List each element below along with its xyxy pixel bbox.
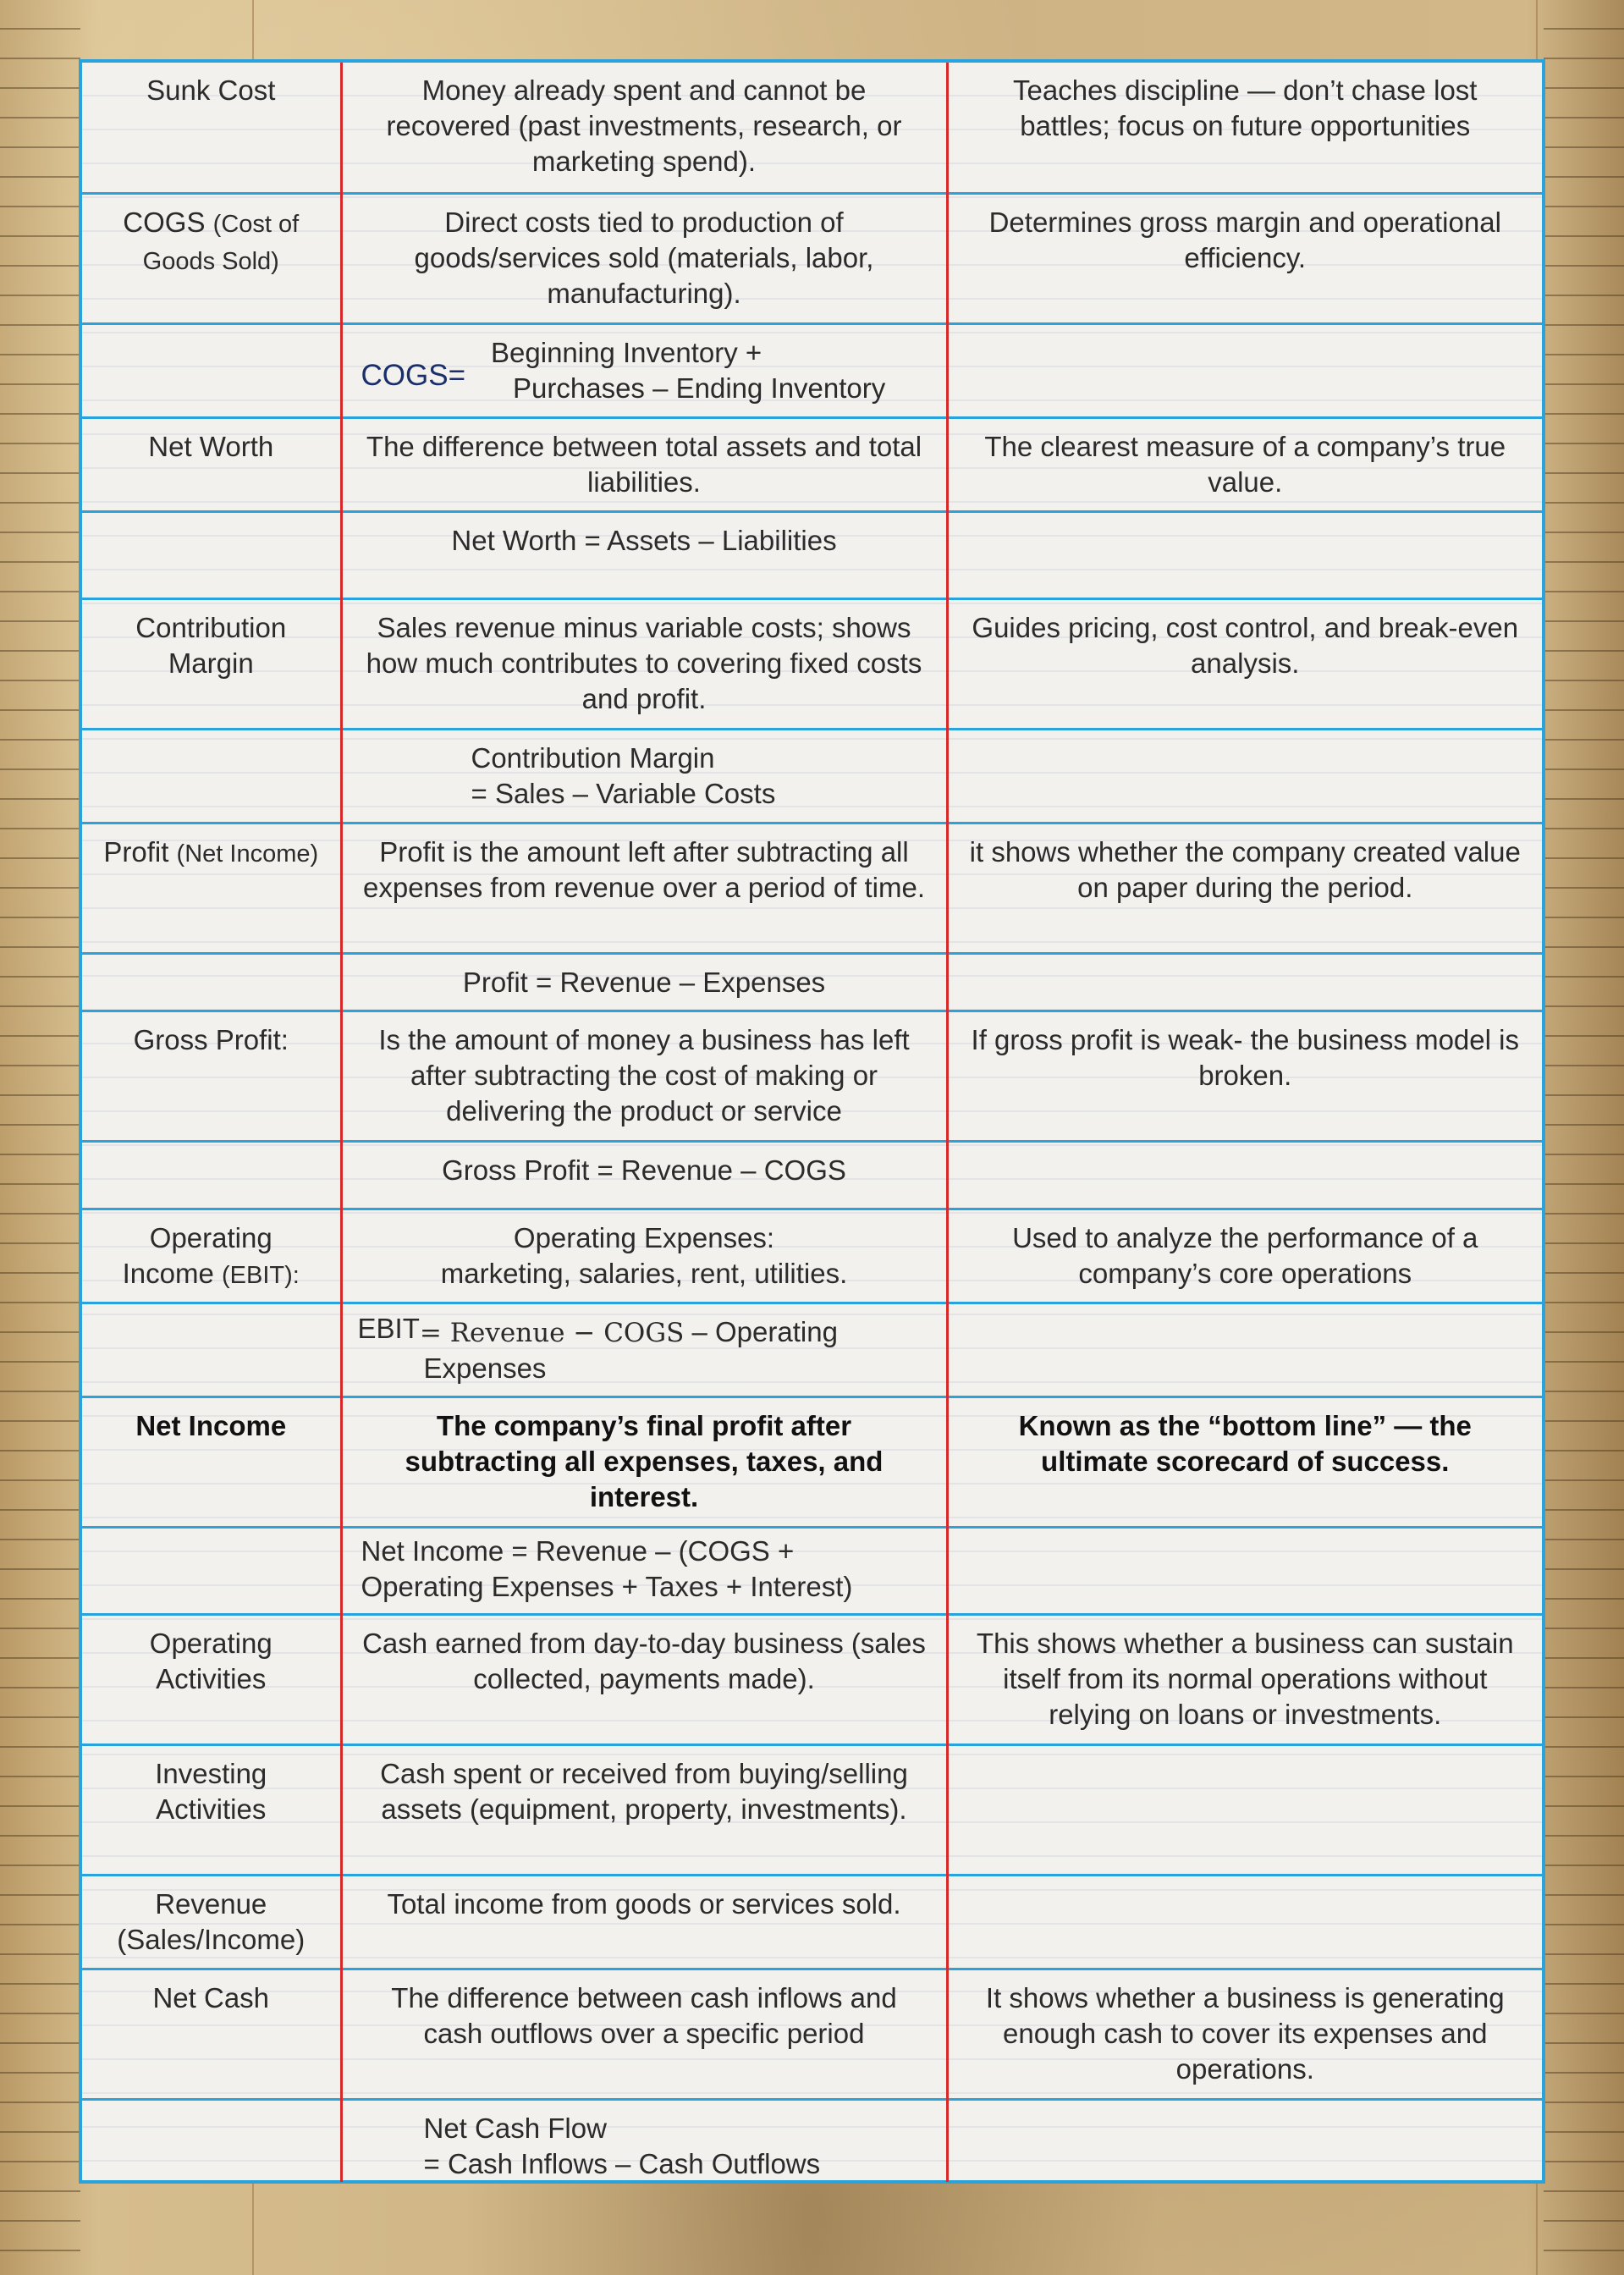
formula-line	[358, 1314, 928, 1351]
definition-cell: Cash spent or received from buying/selling assets (equipment, property, investments).	[341, 1744, 947, 1875]
definition-cell	[341, 1209, 947, 1303]
importance-cell	[947, 1303, 1542, 1396]
table-row	[82, 729, 1542, 823]
term-main: Operating Income	[122, 1221, 273, 1289]
term-cell	[82, 953, 341, 1011]
formula-line: Contribution Margin	[471, 741, 715, 774]
formula-part: EBIT	[357, 1312, 420, 1344]
definition-cell: Sales revenue minus variable costs; shows how much contributes to covering fixed costs and profit.	[341, 598, 947, 729]
formula-cell: Gross Profit = Revenue – COGS	[341, 1141, 947, 1209]
table-row	[82, 1744, 1542, 1875]
formula-label: COGS=	[361, 358, 466, 392]
importance-cell	[947, 729, 1542, 823]
formula-line: Beginning Inventory +	[491, 336, 762, 368]
definition-cell: Cash earned from day-to-day business (sales collected, payments made).	[341, 1614, 947, 1744]
formula-cell	[341, 323, 947, 417]
finance-terms-sheet	[79, 59, 1545, 2184]
formula-cell: Profit = Revenue – Expenses	[341, 953, 947, 1011]
definition-cell: The difference between cash inflows and cash outflows over a specific period	[341, 1969, 947, 2099]
term-cell: Net Income	[82, 1396, 341, 1527]
importance-cell: it shows whether the company created value on paper during the period.	[947, 823, 1542, 953]
table-row	[82, 953, 1542, 1011]
importance-cell	[947, 953, 1542, 1011]
term-sub: (Cost of Goods Sold)	[142, 210, 300, 275]
definition-cell: The company’s final profit after subtracting all expenses, taxes, and interest.	[341, 1396, 947, 1527]
importance-cell: Used to analyze the performance of a company’s core operations	[947, 1209, 1542, 1303]
table-row	[82, 598, 1542, 729]
definition-cell: Is the amount of money a business has left after subtracting the cost of making or delivering the product or service	[341, 1011, 947, 1141]
formula-cell: Net Worth = Assets – Liabilities	[341, 511, 947, 598]
table-row	[82, 323, 1542, 417]
formula-body	[491, 335, 885, 406]
term-cell	[82, 193, 341, 323]
finance-terms-table	[82, 63, 1542, 2182]
cogs-formula	[361, 335, 928, 406]
term-cell: Sunk Cost	[82, 63, 341, 193]
term-cell: Operating Activities	[82, 1614, 341, 1744]
table-row	[82, 63, 1542, 193]
importance-cell: Known as the “bottom line” — the ultimate scorecard of success.	[947, 1396, 1542, 1527]
term-main: COGS	[123, 206, 206, 238]
term-cell	[82, 1527, 341, 1614]
table-row	[82, 1011, 1542, 1141]
table-row	[82, 1209, 1542, 1303]
importance-cell: This shows whether a business can sustain itself from its normal operations without relying on loans or investments.	[947, 1614, 1542, 1744]
importance-cell	[947, 1875, 1542, 1969]
table-row	[82, 1303, 1542, 1396]
definition-line: Operating Expenses:	[513, 1221, 775, 1253]
definition-cell: Total income from goods or services sold.	[341, 1875, 947, 1969]
term-cell	[82, 511, 341, 598]
formula-part: = Revenue − COGS	[419, 1317, 685, 1348]
table-row	[82, 1875, 1542, 1969]
term-sub: (EBIT):	[222, 1261, 300, 1289]
importance-cell	[947, 1141, 1542, 1209]
formula-line: Purchases – Ending Inventory	[513, 372, 886, 404]
importance-cell: Determines gross margin and operational efficiency.	[947, 193, 1542, 323]
importance-cell: If gross profit is weak- the business model is broken.	[947, 1011, 1542, 1141]
table-row	[82, 823, 1542, 953]
definition-cell: Direct costs tied to production of goods/services sold (materials, labor, manufacturing).	[341, 193, 947, 323]
table-row	[82, 2099, 1542, 2182]
formula-line: = Cash Inflows – Cash Outflows	[423, 2147, 821, 2179]
term-cell: Net Worth	[82, 417, 341, 511]
formula-line: Expenses	[423, 1352, 547, 1384]
binder-margin-right	[1544, 0, 1624, 2275]
term-cell: Investing Activities	[82, 1744, 341, 1875]
formula-part: – Operating	[684, 1315, 838, 1347]
term-cell: Gross Profit:	[82, 1011, 341, 1141]
formula-cell	[341, 2099, 947, 2182]
importance-cell: Teaches discipline — don’t chase lost battles; focus on future opportunities	[1013, 74, 1478, 141]
term-main: Profit	[103, 835, 169, 868]
table-row	[82, 1527, 1542, 1614]
definition-cell: The difference between total assets and total liabilities.	[341, 417, 947, 511]
formula-cell	[341, 1527, 947, 1614]
term-cell	[82, 2099, 341, 2182]
term-cell: Net Cash	[82, 1969, 341, 2099]
term-cell	[82, 1141, 341, 1209]
table-row	[82, 193, 1542, 323]
term-cell	[82, 1209, 341, 1303]
importance-cell	[947, 1744, 1542, 1875]
binder-margin-left	[0, 0, 80, 2275]
term-cell	[82, 1303, 341, 1396]
table-row	[82, 1614, 1542, 1744]
table-row	[82, 1969, 1542, 2099]
formula-cell	[341, 1303, 947, 1396]
term-cell	[82, 823, 341, 953]
formula-line: Operating Expenses + Taxes + Interest)	[361, 1570, 853, 1602]
importance-cell	[947, 511, 1542, 598]
importance-cell	[947, 323, 1542, 417]
term-cell	[82, 729, 341, 823]
table-row	[82, 1141, 1542, 1209]
term-cell: Revenue (Sales/Income)	[82, 1875, 341, 1969]
formula-cell	[341, 729, 947, 823]
term-cell	[82, 323, 341, 417]
importance-cell: The clearest measure of a company’s true value.	[947, 417, 1542, 511]
formula-line: Net Income = Revenue – (COGS +	[361, 1534, 795, 1567]
definition-line: marketing, salaries, rent, utilities.	[440, 1257, 848, 1289]
definition-cell: Profit is the amount left after subtracting all expenses from revenue over a period of time.	[341, 823, 947, 953]
table-row	[82, 417, 1542, 511]
importance-cell: Guides pricing, cost control, and break-even analysis.	[947, 598, 1542, 729]
importance-cell	[947, 1527, 1542, 1614]
definition-cell: Money already spent and cannot be recovered (past investments, research, or marketing spend).	[341, 63, 947, 193]
term-cell: Contribution Margin	[82, 598, 341, 729]
importance-cell	[947, 2099, 1542, 2182]
formula-line: Net Cash Flow	[423, 2112, 607, 2144]
term-sub: (Net Income)	[176, 840, 319, 868]
importance-cell: It shows whether a business is generating enough cash to cover its expenses and operations.	[947, 1969, 1542, 2099]
table-row	[82, 1396, 1542, 1527]
formula-line: = Sales – Variable Costs	[471, 777, 776, 809]
table-row	[82, 511, 1542, 598]
